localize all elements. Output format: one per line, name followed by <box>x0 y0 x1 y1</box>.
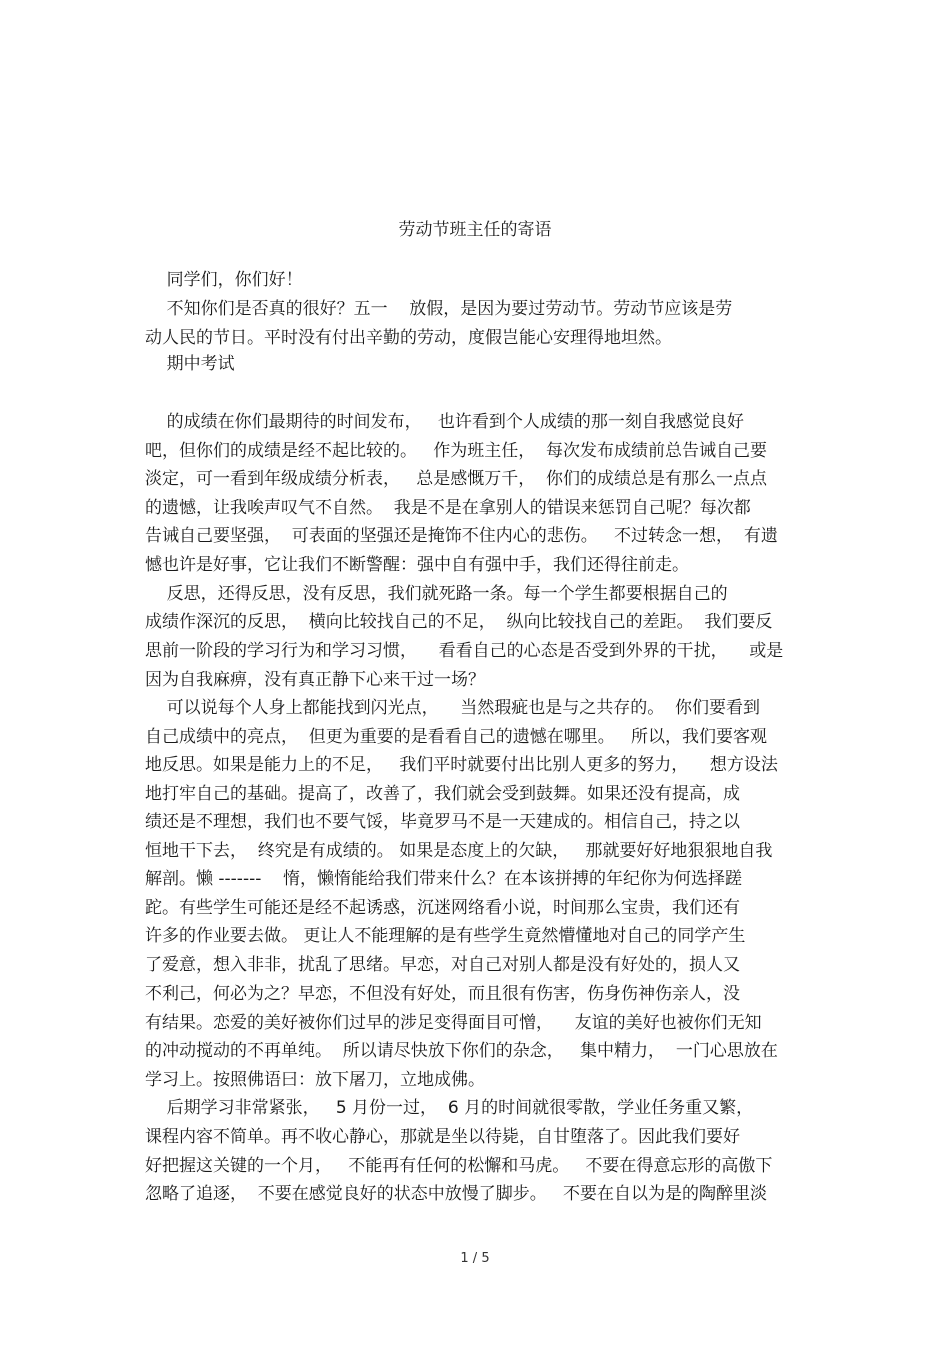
body-line: 后期学习非常紧张， 5 月份一过， 6 月的时间就很零散，学业任务重又繁， <box>145 1098 754 1118</box>
body-line: 不知你们是否真的很好？五一 放假，是因为要过劳动节。劳动节应该是劳 <box>145 299 733 319</box>
body-line: 自己成绩中的亮点， 但更为重要的是看看自己的遗憾在哪里。 所以，我们要客观 <box>145 727 768 747</box>
body-line: 反思，还得反思，没有反思，我们就死路一条。每一个学生都要根据自己的 <box>145 584 728 604</box>
body-line: 同学们，你们好！ <box>145 270 303 290</box>
body-line: 的遗憾，让我唉声叹气不自然。 我是不是在拿别人的错误来惩罚自己呢？每次都 <box>145 498 751 518</box>
body-line: 思前一阶段的学习行为和学习习惯， 看看自己的心态是否受到外界的干扰， 或是 <box>145 641 784 661</box>
body-line: 成绩作深沉的反思， 横向比较找自己的不足， 纵向比较找自己的差距。 我们要反 <box>145 612 773 632</box>
body-line: 恒地干下去， 终究是有成绩的。 如果是态度上的欠缺， 那就要好好地狠狠地自我 <box>145 841 773 861</box>
body-line: 期中考试 <box>145 354 235 374</box>
body-line: 课程内容不简单。再不收心静心，那就是坐以待毙，自甘堕落了。因此我们要好 <box>145 1127 740 1147</box>
document-title: 劳动节班主任的寄语 <box>398 220 552 240</box>
body-line: 学习上。按照佛语曰：放下屠刀，立地成佛。 <box>145 1070 485 1090</box>
body-line: 跎。有些学生可能还是经不起诱惑，沉迷网络看小说，时间那么宝贵，我们还有 <box>145 898 740 918</box>
body-line: 解剖。懒 ------- 惰，懒惰能给我们带来什么？在本该拼搏的年纪你为何选择蹉 <box>145 869 742 889</box>
body-line: 的成绩在你们最期待的时间发布， 也许看到个人成绩的那一刻自我感觉良好 <box>145 412 744 432</box>
body-line: 有结果。恋爱的美好被你们过早的涉足变得面目可憎， 友谊的美好也被你们无知 <box>145 1013 762 1033</box>
body-line: 吧，但你们的成绩是经不起比较的。 作为班主任， 每次发布成绩前总告诫自己要 <box>145 441 768 461</box>
body-line: 忽略了追逐， 不要在感觉良好的状态中放慢了脚步。 不要在自以为是的陶醉里淡 <box>145 1184 768 1204</box>
body-line: 淡定，可一看到年级成绩分析表， 总是感慨万千， 你们的成绩总是有那么一点点 <box>145 469 768 489</box>
body-line: 了爱意，想入非非，扰乱了思绪。早恋，对自己对别人都是没有好处的，损人又 <box>145 955 740 975</box>
body-line: 憾也许是好事，它让我们不断警醒：强中自有强中手，我们还得往前走。 <box>145 555 689 575</box>
body-line: 绩还是不理想，我们也不要气馁，毕竟罗马不是一天建成的。相信自己，持之以 <box>145 812 740 832</box>
body-line: 好把握这关键的一个月， 不能再有任何的松懈和马虎。 不要在得意忘形的高傲下 <box>145 1156 773 1176</box>
body-line: 动人民的节日。平时没有付出辛勤的劳动，度假岂能心安理得地坦然。 <box>145 328 672 348</box>
body-line: 告诫自己要坚强， 可表面的坚强还是掩饰不住内心的悲伤。 不过转念一想， 有遗 <box>145 526 778 546</box>
body-line: 不利己，何必为之？早恋，不但没有好处，而且很有伤害，伤身伤神伤亲人，没 <box>145 984 740 1004</box>
body-line: 地反思。如果是能力上的不足， 我们平时就要付出比别人更多的努力， 想方设法 <box>145 755 778 775</box>
body-line: 因为自我麻痹，没有真正静下心来干过一场？ <box>145 670 485 690</box>
body-line: 的冲动搅动的不再单纯。 所以请尽快放下你们的杂念， 集中精力， 一门心思放在 <box>145 1041 778 1061</box>
page-number: 1 / 5 <box>460 1251 490 1266</box>
body-line: 地打牢自己的基础。提高了，改善了，我们就会受到鼓舞。如果还没有提高，成 <box>145 784 740 804</box>
body-line: 许多的作业要去做。 更让人不能理解的是有些学生竟然懵懂地对自己的同学产生 <box>145 926 746 946</box>
body-line: 可以说每个人身上都能找到闪光点， 当然瑕疵也是与之共存的。 你们要看到 <box>145 698 761 718</box>
